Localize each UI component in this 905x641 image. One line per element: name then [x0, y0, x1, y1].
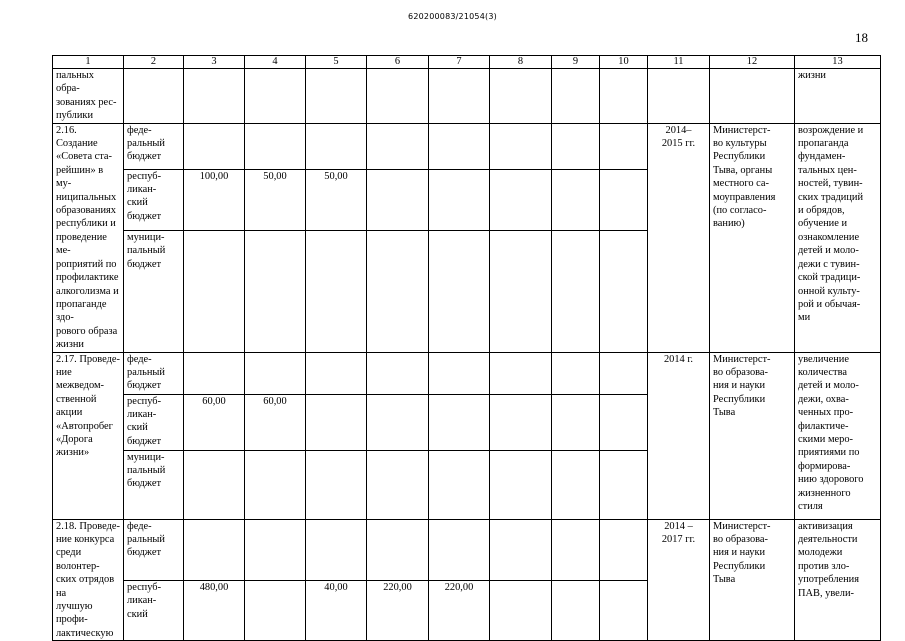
amount-cell: 60,00 — [184, 394, 245, 450]
funding-source-cell: феде- ральный бюджет — [124, 519, 184, 580]
measure-name-cell: 2.17. Проведе- ние межведом- ственной акции «Автопробег «Дорога жизни» — [53, 352, 124, 519]
result-cell: возрождение и пропаганда фундамен- тальных цен- ностей, тувин- ских традиций и обрядов, обучение и ознакомление детей и моло- дежи с тувин- ской традици- онной культу- рой и обычая- ми — [795, 123, 881, 352]
period-cell: 2014 – 2017 гг. — [648, 519, 710, 641]
column-header: 5 — [306, 56, 367, 69]
period-cell: 2014 г. — [648, 352, 710, 519]
column-header: 2 — [124, 56, 184, 69]
column-header: 1 — [53, 56, 124, 69]
page-number: 18 — [855, 30, 868, 45]
table-row — [53, 123, 881, 169]
amount-cell: 220,00 — [429, 580, 490, 640]
column-header: 6 — [367, 56, 429, 69]
column-header: 7 — [429, 56, 490, 69]
column-header: 8 — [490, 56, 552, 69]
funding-source-cell: респуб- ликан- ский бюджет — [124, 394, 184, 450]
column-header: 13 — [795, 56, 881, 69]
table-row — [53, 352, 881, 394]
column-header: 4 — [245, 56, 306, 69]
funding-source-cell: муници- пальный бюджет — [124, 230, 184, 352]
amount-cell: 220,00 — [367, 580, 429, 640]
column-header: 10 — [600, 56, 648, 69]
program-table — [52, 55, 881, 641]
measure-name-cell: 2.16. Создание «Совета ста- рейшин» в му- ниципальных образованиях республики и проведение ме- роприятий по профилактике алкоголизма и пропаганде здо- рового образа жизни — [53, 123, 124, 352]
funding-source-cell: респуб- ликан- ский бюджет — [124, 169, 184, 230]
amount-cell: 40,00 — [306, 580, 367, 640]
funding-source-cell: респуб- ликан- ский — [124, 580, 184, 640]
amount-cell: 50,00 — [306, 169, 367, 230]
amount-cell: 60,00 — [245, 394, 306, 450]
column-header: 9 — [552, 56, 600, 69]
funding-source-cell: феде- ральный бюджет — [124, 123, 184, 169]
measure-name-cell: пальных обра- зованиях рес- публики — [53, 69, 124, 124]
funding-source-cell: муници- пальный бюджет — [124, 450, 184, 519]
amount-cell: 50,00 — [245, 169, 306, 230]
amount-cell: 100,00 — [184, 169, 245, 230]
column-header: 12 — [710, 56, 795, 69]
funding-source-cell: феде- ральный бюджет — [124, 352, 184, 394]
result-cell: увеличение количества детей и моло- дежи, охва- ченных про- филактиче- скими меро- приятиями по формирова- нию здорового жизненного стиля — [795, 352, 881, 519]
executor-cell: Министерст- во образова- ния и науки Республики Тыва — [710, 519, 795, 641]
table-row — [53, 69, 881, 124]
column-header: 3 — [184, 56, 245, 69]
executor-cell: Министерст- во культуры Республики Тыва, органы местного са- моуправления (по согласо- ванию) — [710, 123, 795, 352]
result-cell: жизни — [795, 69, 881, 124]
document-code: 620200083/21054(3) — [408, 12, 497, 21]
table-row — [53, 519, 881, 580]
executor-cell: Министерст- во образова- ния и науки Республики Тыва — [710, 352, 795, 519]
period-cell: 2014– 2015 гг. — [648, 123, 710, 352]
measure-name-cell: 2.18. Проведе- ние конкурса среди волонтер- ских отрядов на лучшую профи- лактическую — [53, 519, 124, 641]
column-number-row — [53, 56, 881, 69]
amount-cell: 480,00 — [184, 580, 245, 640]
column-header: 11 — [648, 56, 710, 69]
result-cell: активизация деятельности молодежи против зло- употребления ПАВ, увели- — [795, 519, 881, 641]
